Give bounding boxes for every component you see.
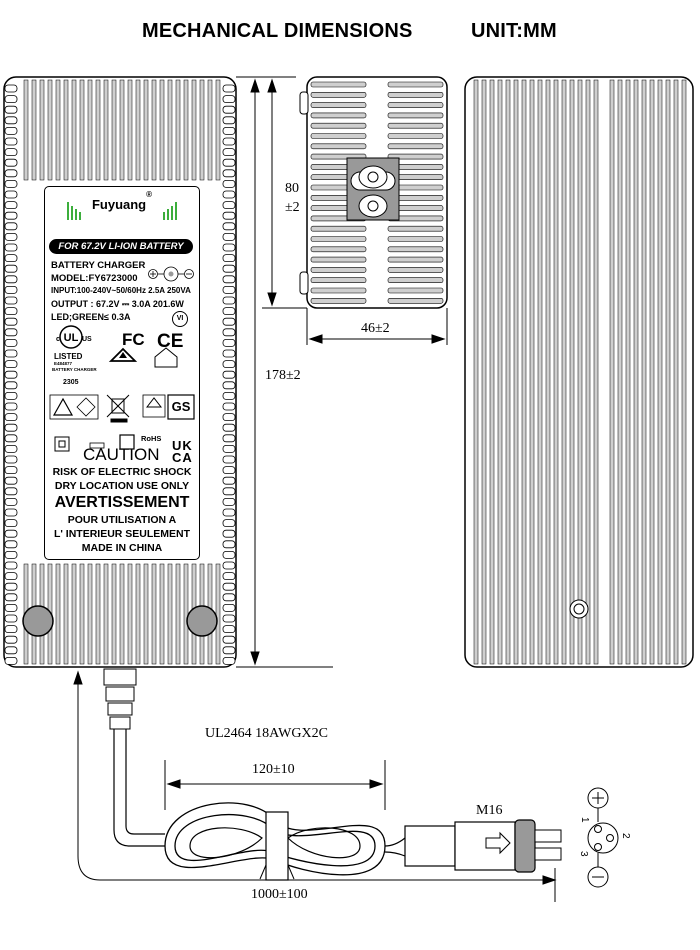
pin2-label: 2 [620, 833, 631, 839]
product-name: BATTERY CHARGER [51, 260, 146, 271]
svg-text:UL: UL [63, 332, 79, 344]
page-title: MECHANICAL DIMENSIONS [142, 20, 413, 42]
coil-length-value: 120±10 [252, 762, 295, 777]
strain-relief [104, 669, 136, 729]
gs-mark: GS [171, 399, 191, 414]
weee-bin-icon [107, 395, 129, 422]
pin3-label: 3 [578, 851, 589, 857]
made-in-china: MADE IN CHINA [81, 542, 163, 554]
brand-logo [45, 190, 199, 213]
unit-label: UNIT:MM [471, 20, 557, 42]
end-view [300, 77, 447, 308]
cable-tie-icon [266, 812, 288, 880]
brand-name: Fuyuang [91, 197, 147, 213]
connector-pinout [588, 788, 618, 887]
cable-length-value: 1000±100 [251, 887, 308, 902]
height-value: 80 [285, 181, 299, 196]
model-number: MODEL:FY6723000 [51, 273, 138, 284]
plug-nut [515, 820, 535, 872]
warning-dry: DRY LOCATION USE ONLY [54, 480, 190, 492]
cable-type: UL2464 18AWGX2C [205, 726, 328, 741]
led-spec: LED;GREEN≤ 0.3A [51, 312, 131, 322]
ul-mark-icon [56, 326, 92, 348]
ukca-bottom: CA [172, 450, 193, 465]
product-label [44, 186, 200, 560]
ukca-top: UK [172, 438, 193, 453]
foot-right-icon [187, 606, 217, 636]
avertissement-heading: AVERTISSEMENT [54, 494, 190, 511]
ul-product: BATTERY CHARGER [52, 367, 97, 372]
rohs-mark: RoHS [141, 434, 162, 443]
registered-mark: ® [146, 190, 153, 199]
battery-banner: FOR 67.2V LI-ION BATTERY [49, 239, 193, 254]
svg-text:c: c [56, 336, 60, 343]
warning-shock: RISK OF ELECTRIC SHOCK [52, 466, 192, 478]
french-warning-1: POUR UTILISATION A [67, 514, 177, 526]
polarity-icon [145, 260, 197, 284]
french-warning-2: L' INTERIEUR SEULEMENT [53, 528, 191, 540]
pin1-label: 1 [579, 817, 590, 823]
side-view-fins [474, 80, 686, 664]
foot-left-icon [23, 606, 53, 636]
height-tolerance: ±2 [285, 200, 300, 215]
ce-mark-text: CE [157, 331, 184, 352]
vi-mark: VI [172, 311, 188, 327]
ul-year: 2305 [63, 379, 79, 386]
connector-type: M16 [476, 803, 503, 818]
output-spec: OUTPUT : 67.2V ⎓ 3.0A 201.6W [51, 299, 184, 309]
side-view [465, 77, 693, 667]
caution-heading: CAUTION [83, 445, 160, 464]
width-value: 46±2 [361, 321, 390, 336]
svg-text:US: US [82, 336, 92, 343]
length-value: 178±2 [265, 368, 301, 383]
plug-boot [405, 826, 455, 866]
ul-file: E484877 [54, 361, 73, 366]
ul-listed: LISTED [54, 352, 83, 361]
fc-mark-text: FC [122, 330, 145, 349]
input-spec: INPUT:100-240V~50/60Hz 2.5A 250VA [51, 286, 191, 295]
